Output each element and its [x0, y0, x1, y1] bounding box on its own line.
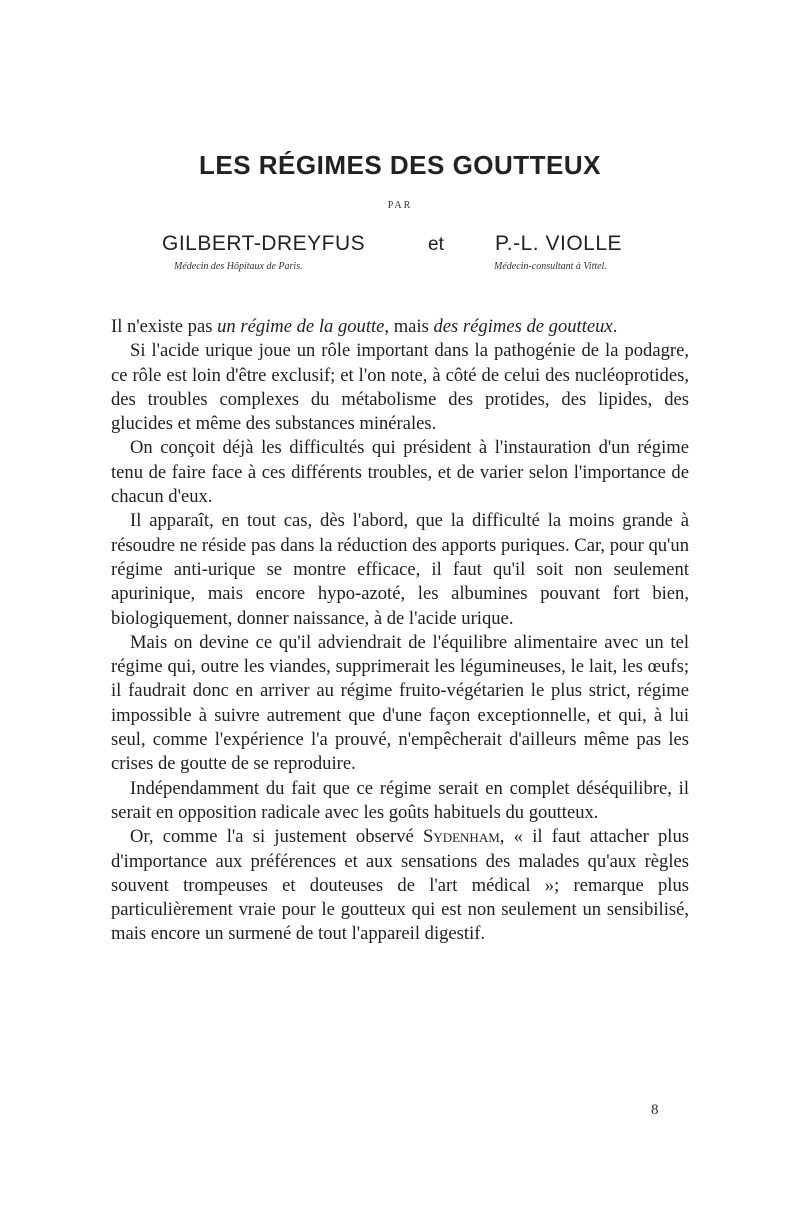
article-title: LES RÉGIMES DES GOUTTEUX — [198, 150, 602, 180]
paragraph-1-emphasis-b: des régimes de goutteux — [433, 316, 613, 337]
author-violle: P.-L. VIOLLE — [495, 232, 623, 255]
paragraph-7-text-c: , « il faut attacher plus d'importance aux préférences et aux sensations des malades qu'aux règles souvent trompeuses et douteuses de l'art médical »; remarque plus particulièrement vraie pour le goutteux qui est non seulement un sensibilisé, mais encore un surmené de tout l'appareil digestif. — [111, 826, 689, 945]
paragraph-1-emphasis-a: un régime de la goutte — [217, 316, 385, 337]
author-gilbert-dreyfus: GILBERT-DREYFUS — [162, 232, 366, 255]
paragraph-1-text-a: Il n'existe pas — [111, 316, 218, 337]
affiliation-violle: Médecin-consultant à Vittel. — [494, 261, 607, 272]
byline-par: PAR — [387, 200, 413, 211]
paragraph-3: On conçoit déjà les difficultés qui président à l'instauration d'un régime tenu de faire face à ces différents troubles, et de varier selon l'importance de chacun d'eux. — [111, 437, 689, 508]
paragraph-1-text-c: , mais — [384, 316, 434, 337]
paragraph-6: Indépendamment du fait que ce régime serait en complet déséquilibre, il serait en opposition radicale avec les goûts habituels du goutteux. — [111, 777, 689, 823]
paragraph-2: Si l'acide urique joue un rôle important dans la pathogénie de la podagre, ce rôle est loin d'être exclusif; et l'on note, à côté de celui des nucléoprotides, des troubles complexes du métabolisme des protides, des lipides, des glucides et même des substances minérales. — [111, 340, 689, 435]
paragraph-4: Il apparaît, en tout cas, dès l'abord, que la difficulté la moins grande à résoudre ne réside pas dans la réduction des apports puriques. Car, pour qu'un régime anti-urique se montre efficace, il faut qu'il soit non seulement apurinique, mais encore hypo-azoté, les albumines pouvant fort bien, biologiquement, donner naissance, à de l'acide urique. — [111, 510, 689, 629]
paragraph-7 — [111, 825, 689, 946]
sydenham-name: Sydenham — [422, 826, 500, 848]
page-number: 8 — [651, 1102, 659, 1118]
author-conjunction: et — [428, 234, 444, 255]
paragraph-7-text-a: Or, comme l'a si justement observé — [130, 826, 423, 848]
paragraph-5: Mais on devine ce qu'il adviendrait de l'équilibre alimentaire avec un tel régime qui, outre les viandes, supprimerait les légumineuses, le lait, les œufs; il faudrait donc en arriver au régime fruito-végétarien le plus strict, régime impossible à suivre autrement que d'une façon exceptionnelle, et qui, à lui seul, comme l'expérience l'a prouvé, n'empêcherait d'ailleurs même pas les crises de goutte de se reproduire. — [111, 631, 689, 775]
paragraph-1-text-e: . — [612, 316, 618, 337]
affiliation-gilbert-dreyfus: Médecin des Hôpitaux de Paris. — [174, 261, 303, 272]
paragraph-1 — [111, 315, 689, 339]
article-body — [111, 315, 689, 947]
